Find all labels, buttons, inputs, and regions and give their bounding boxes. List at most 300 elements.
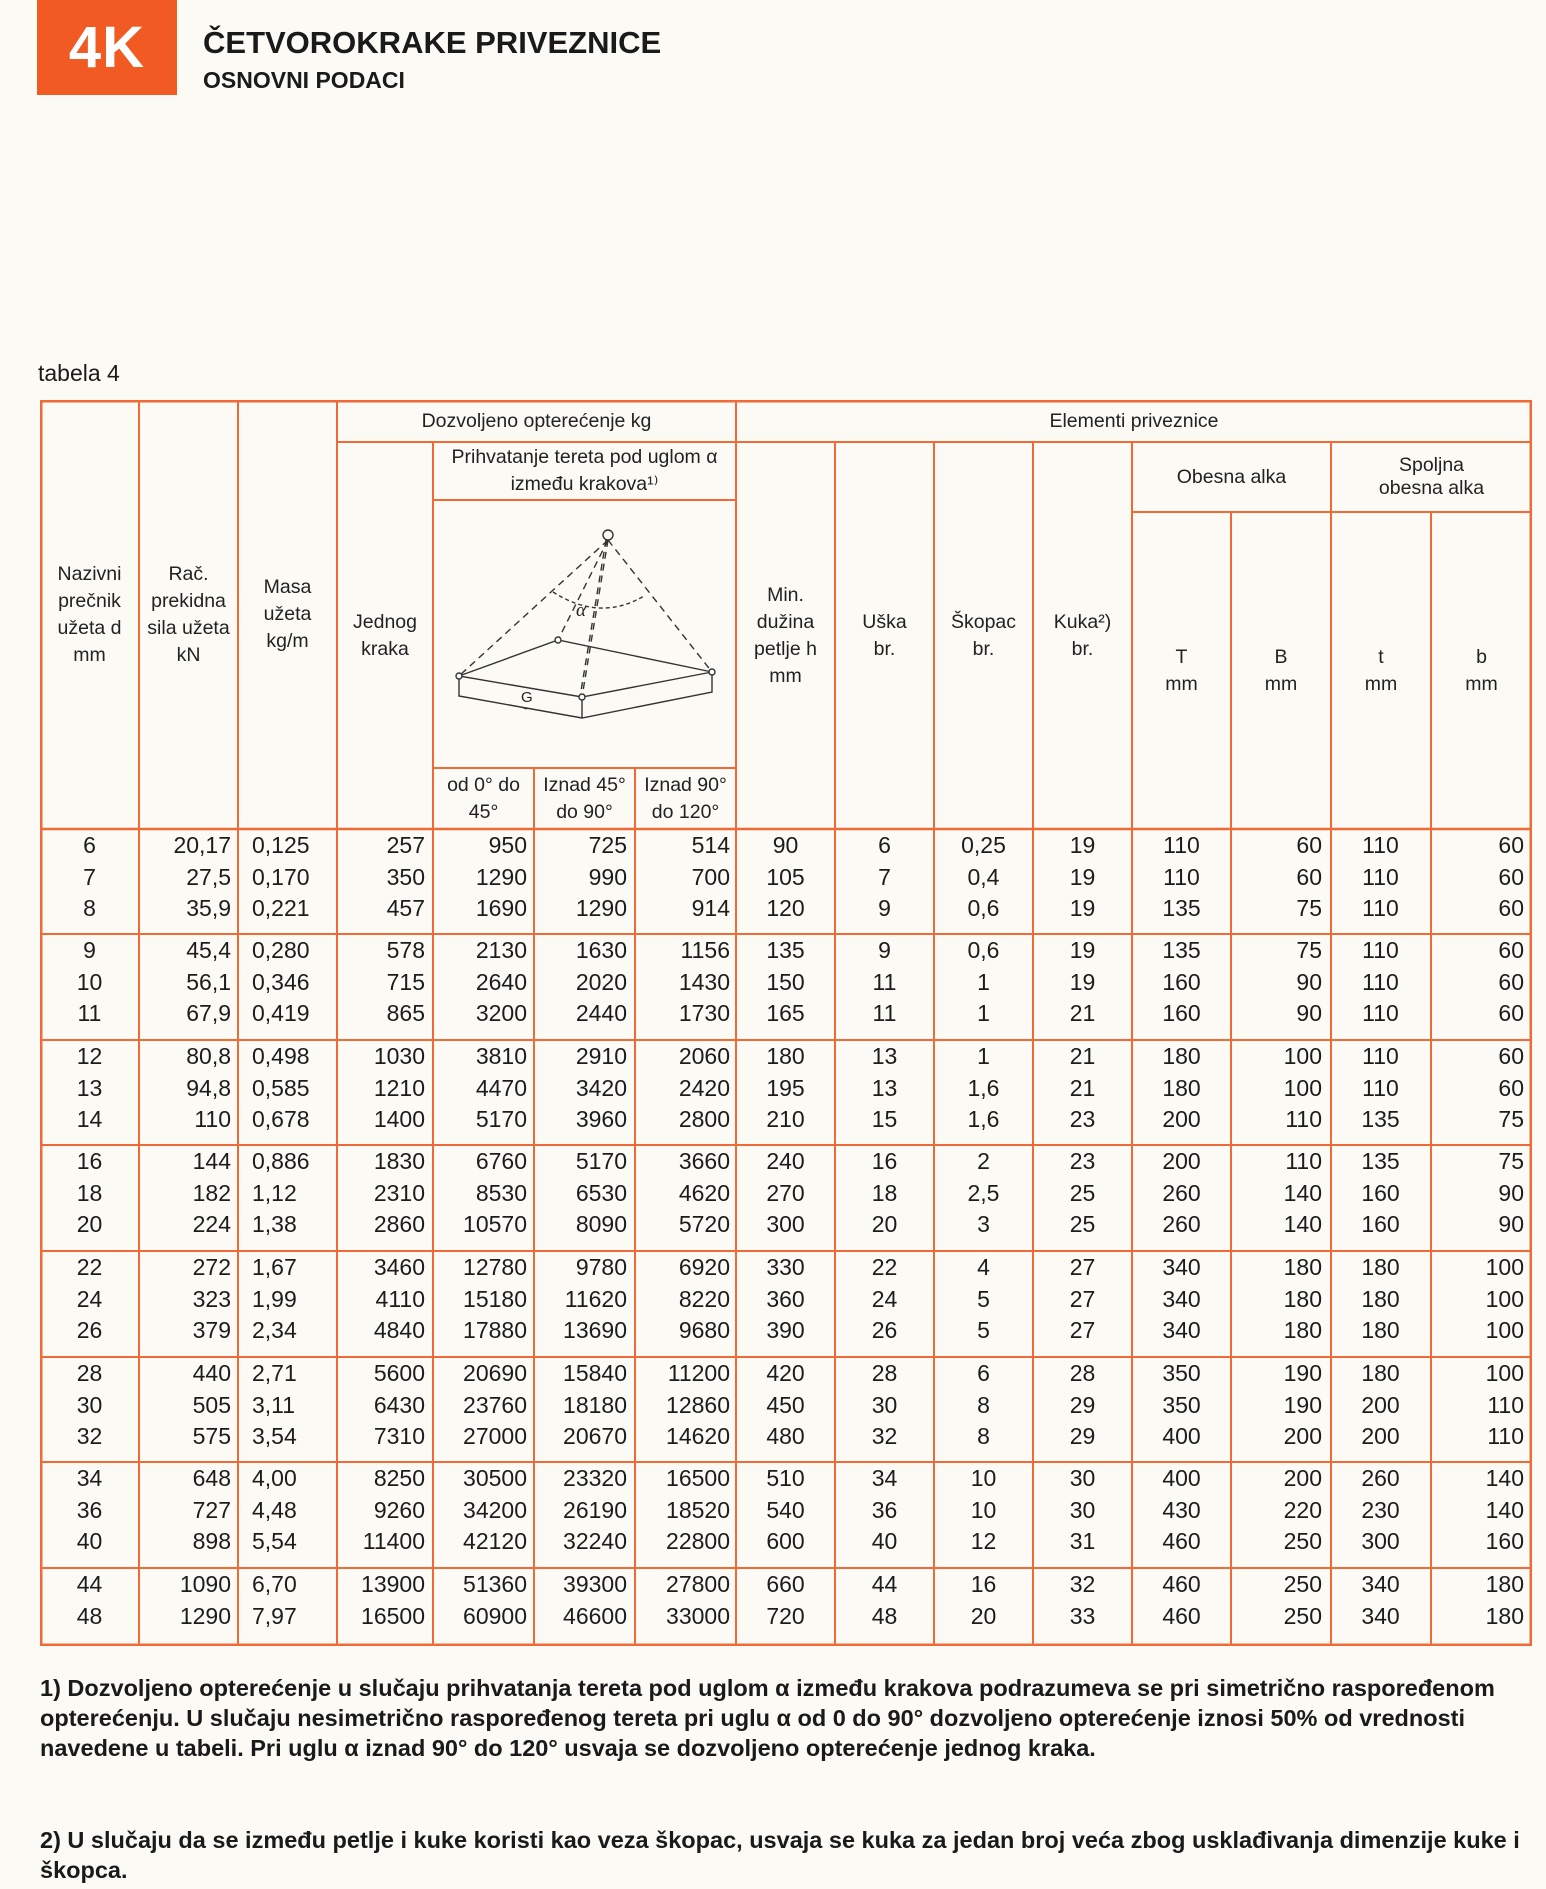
page-title: ČETVOROKRAKE PRIVEZNICE (203, 25, 662, 60)
cell-uska: 13 (871, 1074, 898, 1101)
cell-force: 575 (192, 1423, 231, 1449)
cell-single: 350 (386, 863, 425, 890)
cell-B: 110 (1285, 1106, 1322, 1132)
header-angle-45-90: Iznad 45° do 90° (543, 773, 626, 823)
cell-kuka: 25 (1069, 1179, 1096, 1206)
cell-a90-120: 2420 (678, 1074, 730, 1101)
cell-uska: 15 (871, 1106, 898, 1132)
cell-min-loop: 150 (766, 968, 805, 995)
cell-force: 379 (192, 1317, 231, 1343)
cell-mass: 0,585 (252, 1074, 310, 1101)
cell-mass: 4,48 (252, 1496, 297, 1523)
cell-single: 715 (386, 968, 425, 995)
header-angle-0-45: od 0° do 45° (447, 773, 520, 823)
cell-a90-120: 22800 (666, 1528, 730, 1554)
cell-T: 135 (1162, 895, 1201, 921)
cell-T: 340 (1162, 1254, 1201, 1280)
cell-T: 340 (1162, 1317, 1201, 1343)
cell-d: 11 (77, 1000, 102, 1026)
cell-a45-90: 26190 (563, 1496, 627, 1523)
cell-b: 140 (1485, 1496, 1524, 1523)
cell-kuka: 19 (1069, 832, 1096, 858)
cell-a90-120: 4620 (678, 1179, 730, 1206)
cell-skopac: 1 (977, 1043, 990, 1069)
cell-a45-90: 9780 (575, 1254, 627, 1280)
cell-a0-45: 2130 (475, 937, 527, 963)
cell-skopac: 5 (977, 1285, 990, 1312)
cell-d: 24 (76, 1285, 103, 1312)
cell-a0-45: 27000 (463, 1423, 527, 1449)
cell-a0-45: 5170 (475, 1106, 527, 1132)
cell-a0-45: 950 (488, 832, 527, 858)
diagram-g-label: G (521, 689, 533, 706)
cell-force: 45,4 (186, 937, 231, 963)
cell-min-loop: 90 (772, 832, 799, 858)
cell-single: 7310 (373, 1423, 425, 1449)
cell-a45-90: 3420 (575, 1074, 627, 1101)
cell-mass: 1,99 (252, 1285, 297, 1312)
header-uska: Uška br. (862, 610, 907, 660)
header-single-leg: Jednog kraka (353, 610, 417, 660)
cell-b: 60 (1498, 937, 1524, 963)
cell-single: 1830 (373, 1148, 425, 1174)
header-T: T mm (1165, 645, 1198, 695)
cell-uska: 11 (872, 968, 897, 995)
cell-mass: 0,170 (252, 863, 310, 890)
cell-a0-45: 12780 (463, 1254, 527, 1280)
cell-uska: 34 (871, 1465, 898, 1491)
cell-kuka: 28 (1069, 1360, 1096, 1386)
cell-T: 430 (1162, 1496, 1201, 1523)
cell-mass: 2,71 (252, 1360, 297, 1386)
cell-B: 140 (1283, 1179, 1322, 1206)
cell-force: 56,1 (186, 968, 231, 995)
cell-T: 350 (1162, 1391, 1201, 1418)
cell-a45-90: 8090 (575, 1211, 627, 1237)
cell-force: 1090 (179, 1571, 231, 1597)
cell-single: 578 (386, 937, 425, 963)
cell-mass: 0,346 (252, 968, 310, 995)
cell-uska: 26 (871, 1317, 898, 1343)
cell-a0-45: 23760 (463, 1391, 527, 1418)
cell-d: 34 (76, 1465, 103, 1491)
cell-B: 180 (1283, 1317, 1322, 1343)
cell-force: 20,17 (173, 832, 231, 858)
cell-T: 460 (1162, 1528, 1201, 1554)
cell-B: 190 (1283, 1391, 1322, 1418)
cell-B: 110 (1285, 1148, 1322, 1174)
cell-single: 8250 (373, 1465, 425, 1491)
cell-t: 110 (1362, 832, 1399, 858)
cell-d: 32 (76, 1423, 103, 1449)
cell-min-loop: 660 (766, 1571, 805, 1597)
header-t: t mm (1364, 645, 1398, 695)
cell-min-loop: 270 (766, 1179, 805, 1206)
section-badge: 4K (37, 0, 177, 95)
cell-a90-120: 14620 (666, 1423, 730, 1449)
cell-d: 13 (76, 1074, 103, 1101)
cell-T: 110 (1163, 863, 1200, 890)
cell-kuka: 19 (1069, 937, 1096, 963)
cell-b: 110 (1487, 1391, 1524, 1418)
cell-min-loop: 360 (766, 1285, 805, 1312)
cell-B: 200 (1283, 1423, 1322, 1449)
cell-single: 2860 (373, 1211, 425, 1237)
cell-force: 110 (194, 1106, 231, 1132)
cell-single: 4840 (373, 1317, 425, 1343)
cell-t: 260 (1361, 1465, 1400, 1491)
cell-kuka: 21 (1069, 1043, 1096, 1069)
cell-kuka: 29 (1069, 1391, 1096, 1418)
cell-d: 44 (76, 1571, 103, 1597)
cell-single: 6430 (373, 1391, 425, 1418)
cell-uska: 28 (871, 1360, 898, 1386)
cell-d: 14 (76, 1106, 103, 1132)
cell-uska: 6 (878, 832, 891, 858)
cell-single: 3460 (373, 1254, 425, 1280)
cell-mass: 3,11 (252, 1391, 296, 1418)
cell-a90-120: 16500 (666, 1465, 730, 1491)
cell-b: 100 (1485, 1360, 1524, 1386)
cell-a0-45: 1690 (475, 895, 527, 921)
cell-single: 1400 (373, 1106, 425, 1132)
cell-d: 40 (76, 1528, 103, 1554)
header-elements: Elementi priveznice (1049, 409, 1219, 432)
cell-single: 16500 (361, 1602, 425, 1629)
cell-single: 4110 (375, 1285, 425, 1312)
cell-a90-120: 2060 (678, 1043, 730, 1069)
cell-mass: 0,678 (252, 1106, 310, 1132)
cell-T: 180 (1162, 1043, 1201, 1069)
cell-skopac: 4 (977, 1254, 990, 1280)
cell-mass: 3,54 (252, 1423, 297, 1449)
cell-min-loop: 480 (766, 1423, 805, 1449)
cell-kuka: 27 (1069, 1317, 1096, 1343)
cell-b: 180 (1485, 1571, 1524, 1597)
cell-a0-45: 42120 (463, 1528, 527, 1554)
header-skopac: Škopac br. (950, 610, 1017, 660)
cell-skopac: 20 (970, 1602, 997, 1629)
cell-t: 300 (1361, 1528, 1400, 1554)
cell-t: 180 (1361, 1360, 1400, 1386)
cell-force: 323 (192, 1285, 231, 1312)
cell-mass: 1,12 (252, 1179, 297, 1206)
header-d: Nazivni prečnik užeta d mm (57, 562, 122, 666)
cell-b: 110 (1487, 1423, 1524, 1449)
cell-B: 100 (1283, 1043, 1322, 1069)
cell-a90-120: 3660 (678, 1148, 730, 1174)
cell-t: 110 (1362, 968, 1399, 995)
cell-skopac: 5 (977, 1317, 990, 1343)
cell-b: 100 (1485, 1254, 1524, 1280)
cell-force: 898 (192, 1528, 231, 1554)
cell-kuka: 27 (1069, 1254, 1096, 1280)
cell-B: 180 (1283, 1254, 1322, 1280)
cell-T: 160 (1162, 1000, 1201, 1026)
cell-B: 200 (1283, 1465, 1322, 1491)
cell-force: 94,8 (186, 1074, 231, 1101)
cell-min-loop: 450 (766, 1391, 805, 1418)
cell-a0-45: 3810 (475, 1043, 527, 1069)
cell-a0-45: 4470 (475, 1074, 527, 1101)
cell-a90-120: 700 (691, 863, 730, 890)
cell-t: 180 (1361, 1254, 1400, 1280)
cell-a45-90: 5170 (575, 1148, 627, 1174)
cell-min-loop: 540 (766, 1496, 805, 1523)
cell-a90-120: 33000 (666, 1602, 730, 1629)
cell-force: 727 (192, 1496, 231, 1523)
cell-d: 8 (83, 895, 96, 921)
cell-uska: 18 (871, 1179, 898, 1206)
footnote-1: 1) Dozvoljeno opterećenje u slučaju prihvatanja tereta pod uglom α između krakova podrazumeva se pri simetrično raspoređenom opterećenju. U slučaju nesimetrično raspoređenog tereta pri uglu α od 0 do 90° dozvoljeno opterećenje iznosi 50% od vrednosti navedene u tabeli. Pri uglu α iznad 90° do 120° usvaja se dozvoljeno opterećenje jednog kraka. (40, 1675, 1495, 1761)
cell-kuka: 32 (1069, 1571, 1096, 1597)
cell-d: 20 (76, 1211, 103, 1237)
cell-min-loop: 195 (766, 1074, 805, 1101)
cell-T: 460 (1162, 1571, 1201, 1597)
cell-b: 60 (1498, 863, 1524, 890)
cell-B: 100 (1283, 1074, 1322, 1101)
cell-min-loop: 120 (766, 895, 805, 921)
header-spoljna-alka: Spoljna obesna alka (1378, 454, 1485, 499)
cell-uska: 24 (871, 1285, 898, 1312)
cell-a90-120: 1430 (678, 968, 730, 995)
cell-skopac: 0,6 (967, 937, 1000, 963)
cell-B: 250 (1283, 1528, 1322, 1554)
cell-mass: 5,54 (252, 1528, 297, 1554)
cell-skopac: 10 (970, 1465, 997, 1491)
cell-t: 340 (1361, 1602, 1400, 1629)
cell-d: 16 (76, 1148, 103, 1174)
cell-single: 11400 (362, 1528, 425, 1554)
cell-skopac: 2,5 (967, 1179, 1000, 1206)
cell-single: 2310 (373, 1179, 425, 1206)
cell-d: 9 (83, 937, 96, 963)
cell-a0-45: 34200 (463, 1496, 527, 1523)
cell-kuka: 23 (1069, 1106, 1096, 1132)
cell-b: 100 (1485, 1285, 1524, 1312)
cell-a45-90: 15840 (563, 1360, 627, 1386)
cell-kuka: 31 (1069, 1528, 1096, 1554)
cell-a45-90: 20670 (563, 1423, 627, 1449)
cell-min-loop: 720 (766, 1602, 805, 1629)
cell-a0-45: 2640 (475, 968, 527, 995)
cell-d: 6 (83, 832, 96, 858)
cell-t: 110 (1362, 1074, 1399, 1101)
cell-T: 350 (1162, 1360, 1201, 1386)
cell-uska: 48 (871, 1602, 898, 1629)
cell-uska: 11 (872, 1000, 897, 1026)
cell-B: 250 (1283, 1571, 1322, 1597)
cell-a90-120: 18520 (666, 1496, 730, 1523)
cell-kuka: 30 (1069, 1465, 1096, 1491)
cell-a0-45: 3200 (475, 1000, 527, 1026)
cell-min-loop: 105 (766, 863, 805, 890)
cell-skopac: 1,6 (967, 1074, 1000, 1101)
cell-min-loop: 210 (766, 1106, 805, 1132)
cell-mass: 0,125 (252, 832, 310, 858)
cell-t: 340 (1361, 1571, 1400, 1597)
cell-a0-45: 51360 (463, 1571, 527, 1597)
cell-a45-90: 23320 (563, 1465, 627, 1491)
cell-a0-45: 6760 (475, 1148, 527, 1174)
cell-T: 260 (1162, 1179, 1201, 1206)
cell-force: 27,5 (186, 863, 231, 890)
cell-T: 200 (1162, 1106, 1201, 1132)
cell-uska: 9 (878, 937, 891, 963)
header-mass: Masa užeta kg/m (263, 576, 312, 652)
cell-d: 10 (76, 968, 103, 995)
cell-skopac: 8 (977, 1391, 990, 1418)
cell-a90-120: 914 (691, 895, 730, 921)
cell-B: 90 (1296, 968, 1322, 995)
cell-kuka: 29 (1069, 1423, 1096, 1449)
cell-B: 220 (1283, 1496, 1322, 1523)
cell-d: 7 (83, 863, 96, 890)
cell-B: 60 (1296, 832, 1322, 858)
cell-skopac: 0,6 (967, 895, 1000, 921)
cell-b: 140 (1485, 1465, 1524, 1491)
angle-diagram (456, 530, 715, 718)
cell-a90-120: 11200 (667, 1360, 730, 1386)
cell-skopac: 3 (977, 1211, 990, 1237)
cell-min-loop: 510 (766, 1465, 805, 1491)
cell-skopac: 1,6 (967, 1106, 1000, 1132)
cell-skopac: 6 (977, 1360, 990, 1386)
cell-kuka: 33 (1069, 1602, 1096, 1629)
cell-force: 440 (192, 1360, 231, 1386)
cell-a90-120: 1156 (680, 937, 730, 963)
header-min-loop: Min. dužina petlje h mm (754, 583, 817, 687)
cell-force: 505 (192, 1391, 231, 1418)
cell-T: 340 (1162, 1285, 1201, 1312)
cell-T: 180 (1162, 1074, 1201, 1101)
cell-uska: 9 (878, 895, 891, 921)
cell-uska: 40 (871, 1528, 898, 1554)
cell-d: 12 (76, 1043, 103, 1069)
cell-a90-120: 12860 (666, 1391, 730, 1418)
cell-b: 90 (1498, 1179, 1524, 1206)
cell-uska: 44 (871, 1571, 898, 1597)
cell-d: 30 (76, 1391, 103, 1418)
footnote-2: 2) U slučaju da se između petlje i kuke koristi kao veza škopac, usvaja se kuka za jedan broj veća zbog usklađivanja dimenzije kuke i škopca. (40, 1827, 1520, 1883)
header-kuka: Kuka²) br. (1053, 610, 1112, 660)
cell-skopac: 2 (977, 1148, 990, 1174)
cell-a45-90: 725 (588, 832, 627, 858)
cell-single: 257 (386, 832, 425, 858)
cell-single: 1030 (373, 1043, 425, 1069)
header-allowed-load: Dozvoljeno opterećenje kg (421, 409, 652, 432)
cell-B: 180 (1283, 1285, 1322, 1312)
cell-B: 250 (1283, 1602, 1322, 1629)
cell-kuka: 19 (1069, 968, 1096, 995)
cell-single: 1210 (373, 1074, 425, 1101)
cell-t: 110 (1362, 1000, 1399, 1026)
cell-force: 80,8 (186, 1043, 231, 1069)
cell-B: 90 (1296, 1000, 1322, 1026)
cell-a90-120: 8220 (678, 1285, 730, 1312)
cell-uska: 16 (871, 1148, 898, 1174)
cell-t: 230 (1361, 1496, 1400, 1523)
cell-T: 460 (1162, 1602, 1201, 1629)
cell-T: 400 (1162, 1465, 1201, 1491)
cell-B: 75 (1296, 895, 1322, 921)
cell-skopac: 10 (970, 1496, 997, 1523)
cell-mass: 0,280 (252, 937, 310, 963)
cell-skopac: 0,4 (967, 863, 1000, 890)
cell-force: 144 (192, 1148, 231, 1174)
cell-a45-90: 2020 (575, 968, 627, 995)
cell-d: 22 (76, 1254, 103, 1280)
cell-min-loop: 420 (766, 1360, 805, 1386)
cell-kuka: 21 (1069, 1000, 1096, 1026)
diagram-alpha-label: α (576, 600, 586, 621)
cell-single: 457 (386, 895, 425, 921)
cell-single: 9260 (373, 1496, 425, 1523)
cell-single: 13900 (361, 1571, 425, 1597)
cell-force: 1290 (179, 1602, 231, 1629)
cell-min-loop: 135 (766, 937, 805, 963)
cell-a90-120: 2800 (678, 1106, 730, 1132)
cell-B: 75 (1296, 937, 1322, 963)
cell-d: 48 (76, 1602, 103, 1629)
cell-T: 400 (1162, 1423, 1201, 1449)
cell-t: 200 (1361, 1423, 1400, 1449)
cell-mass: 2,34 (252, 1317, 297, 1343)
data-table (40, 400, 1532, 1646)
cell-a90-120: 9680 (678, 1317, 730, 1343)
cell-kuka: 30 (1069, 1496, 1096, 1523)
cell-kuka: 27 (1069, 1285, 1096, 1312)
cell-mass: 6,70 (252, 1571, 297, 1597)
cell-t: 180 (1361, 1285, 1400, 1312)
cell-mass: 0,419 (252, 1000, 310, 1026)
header-B: B mm (1264, 645, 1298, 695)
cell-mass: 0,498 (252, 1043, 310, 1069)
cell-a45-90: 6530 (575, 1179, 627, 1206)
cell-a45-90: 18180 (563, 1391, 627, 1418)
cell-b: 60 (1498, 832, 1524, 858)
cell-force: 35,9 (186, 895, 231, 921)
cell-t: 200 (1361, 1391, 1400, 1418)
cell-skopac: 12 (970, 1528, 997, 1554)
cell-a0-45: 10570 (463, 1211, 527, 1237)
cell-a45-90: 1290 (575, 895, 627, 921)
cell-d: 18 (76, 1179, 103, 1206)
header-angle-group: Prihvatanje tereta pod uglom α između krakova¹⁾ (451, 446, 718, 495)
cell-b: 90 (1498, 1211, 1524, 1237)
cell-skopac: 8 (977, 1423, 990, 1449)
cell-d: 28 (76, 1360, 103, 1386)
cell-kuka: 21 (1069, 1074, 1096, 1101)
cell-t: 110 (1362, 863, 1399, 890)
cell-b: 180 (1485, 1602, 1524, 1629)
header-obesna-alka: Obesna alka (1176, 465, 1287, 488)
cell-B: 140 (1283, 1211, 1322, 1237)
cell-min-loop: 165 (766, 1000, 805, 1026)
cell-uska: 36 (871, 1496, 898, 1523)
cell-a0-45: 8530 (475, 1179, 527, 1206)
cell-mass: 0,221 (252, 895, 310, 921)
cell-kuka: 23 (1069, 1148, 1096, 1174)
cell-uska: 30 (871, 1391, 898, 1418)
cell-T: 160 (1162, 968, 1201, 995)
cell-mass: 4,00 (252, 1465, 297, 1491)
cell-a90-120: 1730 (678, 1000, 730, 1026)
cell-force: 224 (192, 1211, 231, 1237)
cell-min-loop: 390 (766, 1317, 805, 1343)
cell-a45-90: 39300 (563, 1571, 627, 1597)
cell-uska: 13 (871, 1043, 898, 1069)
